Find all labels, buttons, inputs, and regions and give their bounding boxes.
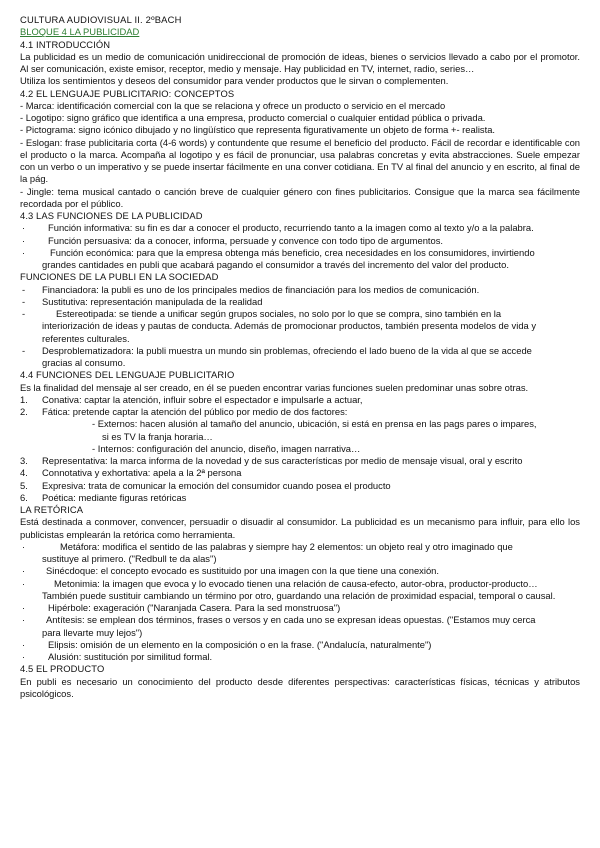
list-item [20, 235, 580, 247]
bullet-dash: - [22, 308, 26, 319]
funcion-economica: Función económica: para que la empresa obtenga más beneficio, crea necesidades en los consumidores, invirtiendo [50, 246, 535, 258]
bullet-dot: · [22, 638, 26, 650]
sociedad-estereotipada-cont: interiorización de ideas y pautas de conducta. Además de promocionar productos, también presenta modelos de vida y [42, 320, 537, 332]
section-heading-4-5: 4.5 EL PRODUCTO [20, 663, 105, 675]
retorica-metonimia: Metonimia: la imagen que evoca y lo evocado tienen una relación de causa-efecto, autor-obra, productor-producto… [54, 577, 538, 589]
bullet-dot: · [22, 577, 26, 589]
sociedad-sustitutiva: Sustitutiva: representación manipulada de la realidad [42, 295, 263, 307]
intro-paragraph-2: Utiliza los sentimientos y deseos del consumidor para vender productos que le sirvan o complementen. [20, 75, 449, 87]
retorica-alusion: Alusión: sustitución por similitud formal. [48, 651, 213, 662]
list-item [20, 565, 580, 577]
section-heading-retorica: LA RETÓRICA [20, 504, 84, 515]
item-number: 6. [20, 491, 28, 503]
bullet-dot: · [22, 565, 26, 577]
concept-logotipo: - Logotipo: signo gráfico que identifica a una empresa, producto comercial o cualquier entidad pública o privada. [20, 112, 486, 123]
retorica-intro: Está destinada a conmover, convencer, persuadir o disuadir al consumidor. La publicidad es un mecanismo para influir, para ello los publicistas emplearán la retórica como herramienta. [20, 516, 580, 540]
numbered-item [20, 492, 580, 504]
sociedad-desproblematizadora-cont: gracias al consumo. [42, 357, 126, 368]
retorica-antitesis: Antítesis: se emplean dos términos, frases o versos y en cada uno se expresan ideas opuestas. ("Estamos muy cerca [46, 614, 536, 626]
item-text: Expresiva: trata de comunicar la emoción del consumidor cuando posea el producto [42, 479, 391, 491]
document-title: CULTURA AUDIOVISUAL II. 2ºBACH [20, 14, 182, 25]
bullet-dot: · [22, 234, 26, 246]
concept-eslogan: - Eslogan: frase publicitaria corta (4-6 words) y contundente que resume el beneficio del producto. Fácil de recordar e identificable con el producto o la marca. Acompaña al logotipo y es fácil de pronunciar, usa palabras concretas y evita abstracciones. Suele empezar con un verbo o un imperativo y se puede insertar fácilmente en una conver cotidiana. En TV al final del anuncio y en escrito, al final de la pág. [20, 136, 580, 185]
funcion-persuasiva: Función persuasiva: da a conocer, informa, persuade y convence con todo tipo de argumentos. [48, 234, 444, 246]
list-item [20, 284, 580, 296]
bullet-dot: · [22, 651, 26, 662]
numbered-item [20, 455, 580, 467]
list-item [20, 639, 580, 651]
section-heading-4-1: 4.1 INTRODUCCIÓN [20, 38, 111, 50]
retorica-metafora-cont: sustituye al primero. ("Redbull te da alas") [42, 553, 217, 564]
bullet-dot: · [22, 246, 26, 258]
item-number: 5. [20, 479, 28, 491]
retorica-sinecdoque: Sinécdoque: el concepto evocado es sustituido por una imagen con la que tiene una conexión. [46, 565, 439, 577]
list-item [20, 541, 580, 553]
fatica-internos: - Internos: configuración del anuncio, diseño, imagen narrativa… [92, 442, 361, 454]
section-heading-sociedad: FUNCIONES DE LA PUBLI EN LA SOCIEDAD [20, 271, 219, 283]
funcion-economica-cont: grandes cantidades en publi que acabará pagando el consumidor a través del incremento del valor del producto. [42, 259, 509, 270]
intro-paragraph: La publicidad es un medio de comunicación unidireccional de promoción de ideas, bienes o servicios llevado a cabo por el promotor. Al ser comunicación, existe emisor, receptor, medio y mensaje. Hay publicidad en TV, internet, radio, series… [20, 50, 580, 74]
sociedad-estereotipada-cont: referentes culturales. [42, 332, 130, 344]
list-item [20, 247, 580, 259]
item-text: Poética: mediante figuras retóricas [42, 491, 187, 503]
fatica-externos: - Externos: hacen alusión al tamaño del anuncio, ubicación, si está en prensa en las pags pares o impares, [92, 418, 537, 430]
retorica-antitesis-cont: para llevarte muy lejos") [42, 626, 143, 638]
concept-marca: - Marca: identificación comercial con la que se relaciona y ofrece un producto o servicio en el mercado [20, 99, 446, 111]
item-text: Connotativa y exhortativa: apela a la 2ª persona [42, 467, 242, 479]
list-item [20, 602, 580, 614]
section-heading-4-2: 4.2 EL LENGUAJE PUBLICITARIO: CONCEPTOS [20, 87, 235, 99]
item-number: 2. [20, 406, 28, 417]
document-page [20, 14, 580, 700]
item-number: 3. [20, 455, 28, 466]
list-item [20, 222, 580, 234]
bullet-dash: - [22, 295, 26, 307]
retorica-hiperbole: Hipérbole: exageración ("Naranjada Casera. Para la sed monstruosa") [48, 602, 341, 613]
concept-jingle: - Jingle: tema musical cantado o canción breve de cualquier género con fines publicitarios. Consigue que la marca sea fácilmente recordada por el público. [20, 185, 580, 209]
bullet-dash: - [22, 344, 26, 356]
bullet-dash: - [22, 283, 26, 295]
retorica-elipsis: Elipsis: omisión de un elemento en la composición o en la frase. ("Andalucía, naturalmente") [48, 638, 432, 650]
numbered-item [20, 394, 580, 406]
fatica-externos-cont: si es TV la franja horaria… [102, 430, 213, 442]
sociedad-desproblematizadora: Desproblematizadora: la publi muestra un mundo sin problemas, ofreciendo el lado bueno de la vida al que se accede [42, 344, 532, 356]
sociedad-financiadora: Financiadora: la publi es uno de los principales medios de financiación para los medios de comunicación. [42, 283, 480, 295]
funcion-informativa: Función informativa: su fin es dar a conocer el producto, recurriendo tanto a la imagen como al texto y/o a la palabra. [48, 222, 534, 234]
list-item [20, 308, 580, 320]
item-text: Conativa: captar la atención, influir sobre el espectador e impulsarle a actuar, [42, 393, 363, 405]
retorica-metonimia-cont: También puede sustituir cambiando un término por otro, guardando una relación de proximidad espacial, temporal o causal. [42, 589, 556, 601]
sociedad-estereotipada: Estereotipada: se tiende a unificar según grupos sociales, no solo por lo que se compra, sino también en la [56, 308, 502, 319]
list-item [20, 614, 580, 626]
section-heading-4-4: 4.4 FUNCIONES DEL LENGUAJE PUBLICITARIO [20, 369, 235, 381]
list-item [20, 296, 580, 308]
item-number: 4. [20, 467, 28, 479]
numbered-item [20, 406, 580, 418]
list-item [20, 578, 580, 590]
concept-pictograma: - Pictograma: signo icónico dibujado y no lingüístico que representa figurativamente un objeto de forma +- realista. [20, 124, 496, 136]
bloque-link[interactable]: BLOQUE 4 LA PUBLICIDAD [20, 26, 140, 38]
item-text: Representativa: la marca informa de la novedad y de sus características por medio de mensaje visual, oral y escrito [42, 455, 523, 466]
bullet-dot: · [22, 540, 26, 552]
lenguaje-intro: Es la finalidad del mensaje al ser creado, en él se pueden encontrar varias funciones suelen predominar unas sobre otras. [20, 381, 529, 393]
list-item [20, 651, 580, 663]
producto-paragraph: En publi es necesario un conocimiento del producto desde diferentes perspectivas: características físicas, técnicas y atributos psicológicos. [20, 675, 580, 699]
item-number: 1. [20, 393, 28, 405]
item-text: Fática: pretende captar la atención del público por medio de dos factores: [42, 406, 348, 417]
section-heading-4-3: 4.3 LAS FUNCIONES DE LA PUBLICIDAD [20, 210, 203, 221]
bullet-dot: · [22, 222, 26, 234]
numbered-item [20, 480, 580, 492]
retorica-metafora: Metáfora: modifica el sentido de las palabras y siempre hay 2 elementos: un objeto real y otro imaginado que [60, 540, 513, 552]
bullet-dot: · [22, 614, 26, 626]
bullet-dot: · [22, 602, 26, 613]
list-item [20, 345, 580, 357]
numbered-item [20, 467, 580, 479]
